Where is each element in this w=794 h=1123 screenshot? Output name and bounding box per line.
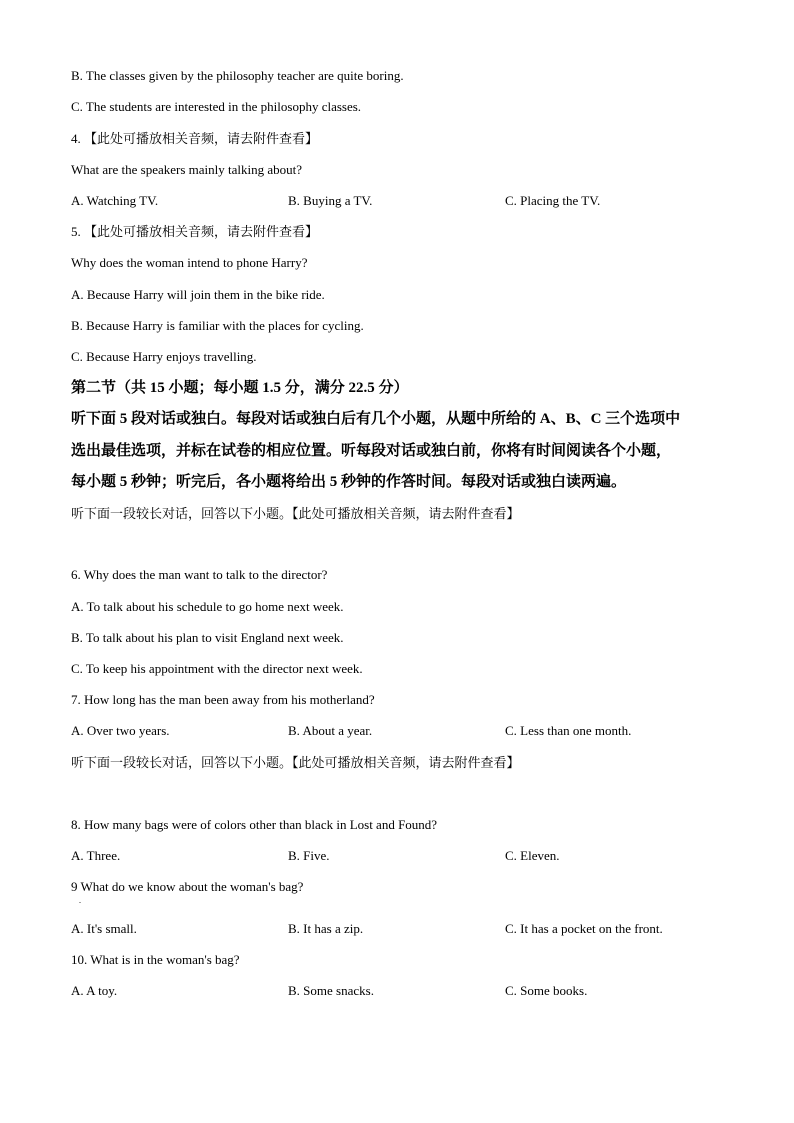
listen-instruction-1[interactable]: 听下面一段较长对话，回答以下小题。【此处可播放相关音频，请去附件查看】 bbox=[71, 506, 520, 521]
q7-option-b: B. About a year. bbox=[288, 723, 373, 738]
q9-question: 9 What do we know about the woman's bag? bbox=[71, 879, 304, 894]
q7-option-a: A. Over two years. bbox=[71, 723, 170, 738]
q4-question: What are the speakers mainly talking about? bbox=[71, 162, 303, 177]
q8-question: 8. How many bags were of colors other than black in Lost and Found? bbox=[71, 817, 438, 832]
q6-question: 6. Why does the man want to talk to the director? bbox=[71, 567, 328, 582]
q10-question: 10. What is in the woman's bag? bbox=[71, 952, 240, 967]
q6-option-a: A. To talk about his schedule to go home next week. bbox=[71, 599, 344, 614]
q5-audio-placeholder[interactable]: 5. 【此处可播放相关音频，请去附件查看】 bbox=[71, 224, 319, 239]
q10-option-b: B. Some snacks. bbox=[288, 983, 374, 998]
q7-option-c: C. Less than one month. bbox=[505, 723, 632, 738]
q8-option-c: C. Eleven. bbox=[505, 848, 560, 863]
q3-option-b: B. The classes given by the philosophy teacher are quite boring. bbox=[71, 68, 404, 83]
listen-instruction-2[interactable]: 听下面一段较长对话，回答以下小题。【此处可播放相关音频，请去附件查看】 bbox=[71, 755, 520, 770]
q4-audio-placeholder[interactable]: 4. 【此处可播放相关音频，请去附件查看】 bbox=[71, 131, 319, 146]
q4-option-b: B. Buying a TV. bbox=[288, 193, 373, 208]
q8-option-b: B. Five. bbox=[288, 848, 330, 863]
section2-instruction-2: 选出最佳选项，并标在试卷的相应位置。听每段对话或独白前，你将有时间阅读各个小题， bbox=[71, 443, 672, 459]
q9-option-c: C. It has a pocket on the front. bbox=[505, 921, 663, 936]
q3-option-c: C. The students are interested in the philosophy classes. bbox=[71, 99, 362, 114]
q9-option-a: A. It's small. bbox=[71, 921, 137, 936]
stray-dot: . bbox=[79, 896, 81, 905]
q9-option-b: B. It has a zip. bbox=[288, 921, 364, 936]
section2-instruction-3: 每小题 5 秒钟；听完后，各小题将给出 5 秒钟的作答时间。每段对话或独白读两遍。 bbox=[71, 474, 627, 490]
q6-option-b: B. To talk about his plan to visit England next week. bbox=[71, 630, 344, 645]
q10-option-a: A. A toy. bbox=[71, 983, 118, 998]
q7-question: 7. How long has the man been away from his motherland? bbox=[71, 692, 375, 707]
q4-option-c: C. Placing the TV. bbox=[505, 193, 601, 208]
q4-option-a: A. Watching TV. bbox=[71, 193, 159, 208]
section2-title: 第二节（共 15 小题；每小题 1.5 分，满分 22.5 分） bbox=[71, 380, 409, 396]
q6-option-c: C. To keep his appointment with the director next week. bbox=[71, 661, 363, 676]
section2-instruction-1: 听下面 5 段对话或独白。每段对话或独白后有几个小题，从题中所给的 A、B、C 三个选项中 bbox=[71, 411, 681, 427]
q5-option-a: A. Because Harry will join them in the bike ride. bbox=[71, 287, 325, 302]
q5-option-b: B. Because Harry is familiar with the places for cycling. bbox=[71, 318, 364, 333]
q8-option-a: A. Three. bbox=[71, 848, 121, 863]
q10-option-c: C. Some books. bbox=[505, 983, 588, 998]
q5-question: Why does the woman intend to phone Harry? bbox=[71, 255, 308, 270]
q5-option-c: C. Because Harry enjoys travelling. bbox=[71, 349, 257, 364]
